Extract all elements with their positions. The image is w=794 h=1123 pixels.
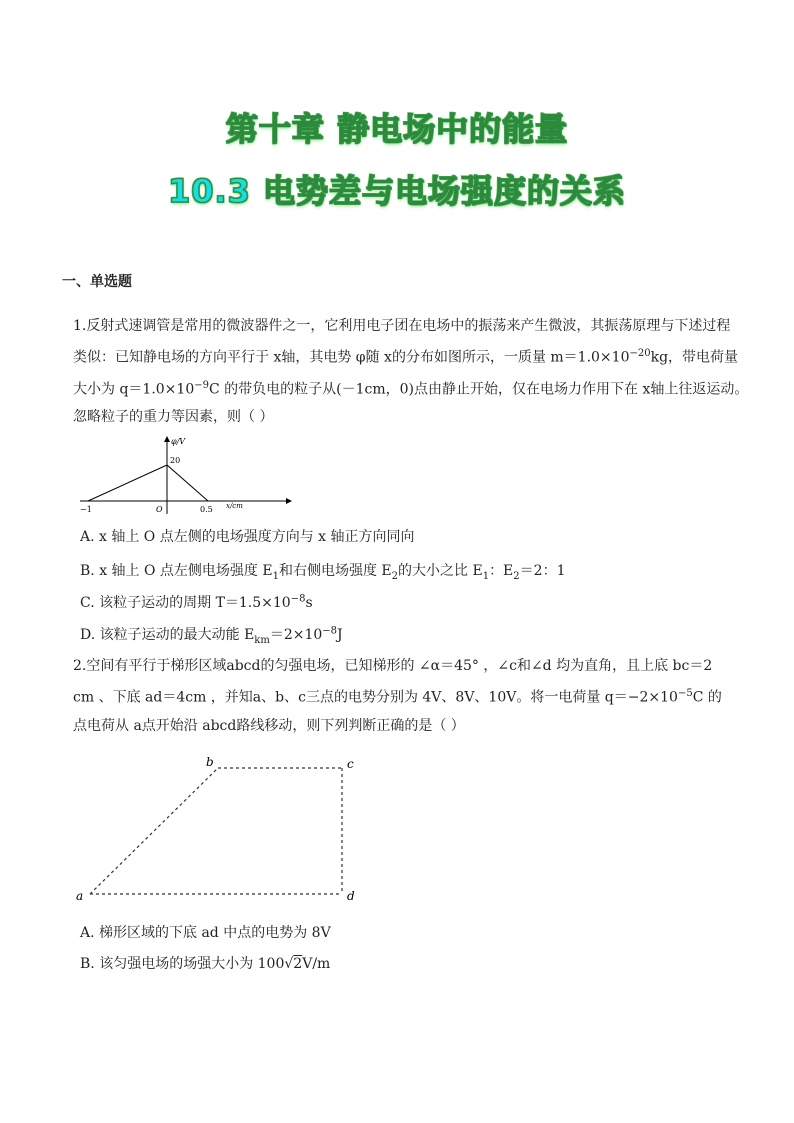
q1-option-c-a: C. 该粒子运动的周期 T＝1.5×10 [80,595,291,611]
q2-option-b-root: 2 [293,956,303,972]
graph-xneg-label: −1 [80,505,92,514]
q2-option-b-a: B. 该匀强电场的场强大小为 100 [80,956,285,972]
q1-option-b-s3: 1 [482,570,490,582]
q1-option-b-c: 的大小之比 E [398,563,483,579]
q1-line-2b: kg，带电荷量 [650,349,739,366]
q1-option-d-c: J [337,627,343,643]
q2-option-b-b: V/m [302,956,331,972]
q1-option-a-text: A. x 轴上 O 点左侧的电场强度方向与 x 轴正方向同向 [80,529,415,545]
q1-option-b-s1: 1 [272,570,279,582]
x-axis-arrow [286,498,292,504]
q1-option-c[interactable] [80,592,313,612]
q2-line-3: 点电荷从 a点开始沿 abcd路线移动，则下列判断正确的是（ ） [73,717,465,734]
q1-option-b[interactable] [80,560,566,582]
q1-line-4: 忽略粒子的重力等因素，则（ ） [73,409,274,426]
q1-line-3a: 大小为 q＝1.0×10 [73,381,195,398]
q1-line-1: 1.反射式速调管是常用的微波器件之一，它利用电子团在电场中的振荡来产生微波，其振荡原理与下述过程 [73,318,731,334]
q1-line-2 [73,340,739,372]
section-title: 10.3 电势差与电场强度的关系 [167,172,627,210]
q1-line-3 [73,372,749,404]
q1-option-b-a: B. x 轴上 O 点左侧电场强度 E [80,563,273,579]
q1-option-d-a: D. 该粒子运动的最大动能 E [80,627,255,643]
sqrt-symbol: √ [284,956,294,972]
section-heading: 一、单选题 [62,274,132,290]
q2-line-2 [73,680,723,712]
q1-exp-mass: −20 [629,348,651,359]
graph-x-label: x/cm [226,502,243,510]
chapter-title: 第十章 静电场中的能量 [225,110,569,148]
q2-option-a-text: A. 梯形区域的下底 ad 中点的电势为 8V [80,925,331,941]
q1-option-b-s4: 2 [513,570,520,582]
q1-option-b-s2: 2 [391,570,399,582]
q2-option-a[interactable] [80,922,331,942]
q1-option-b-d: ：E [489,563,514,579]
y-axis-arrow [164,436,170,442]
q1-option-c-b: s [305,595,313,611]
q2-line-2b: C 的 [692,689,722,706]
graph-origin-label: O [156,505,163,514]
question-2-text [73,652,723,740]
q1-option-c-sup: −8 [290,593,306,605]
q2-exp-charge: −5 [677,688,693,699]
q1-line-2a: 类似：已知静电场的方向平行于 x轴，其电势 φ随 x的分布如图所示，一质量 m＝1.0×10 [73,349,630,366]
q1-option-b-b: 和右侧电场强度 E [278,563,392,579]
question-1-text [73,312,749,431]
q2-trapezoid-diagram [70,752,370,912]
graph-peak-label: 20 [170,456,181,465]
edge-ab [90,768,218,894]
q1-option-a[interactable] [80,526,415,546]
vertex-c-label: c [347,757,354,771]
q1-potential-graph [76,434,296,516]
q1-line-3b: C 的带负电的粒子从(－1cm，0)点由静止开始，仅在电场力作用下在 x轴上往返运动。 [208,381,749,398]
vertex-b-label: b [206,755,214,769]
vertex-a-label: a [76,889,84,903]
q1-option-b-e: ＝2：1 [519,563,566,579]
q2-line-2a: cm 、下底 ad＝4cm ，并知a、b、c三点的电势分别为 4V、8V、10V。将一电荷量 q＝−2×10 [73,689,678,706]
q1-option-d-sub: km [254,634,270,646]
q1-exp-charge: −9 [194,379,209,391]
q1-option-d[interactable] [80,624,343,646]
potential-curve [88,465,208,501]
vertex-d-label: d [347,889,355,903]
graph-xpos-label: 0.5 [200,505,213,514]
graph-y-label: φ/V [171,437,186,446]
q1-option-d-b: ＝2×10 [269,627,323,643]
q2-line-1: 2.空间有平行于梯形区域abcd的匀强电场，已知梯形的 ∠α＝45° ，∠c和∠d 均为直角，且上底 bc＝2 [73,658,713,674]
q1-option-d-sup: −8 [322,625,338,637]
q2-option-b[interactable] [80,953,330,973]
